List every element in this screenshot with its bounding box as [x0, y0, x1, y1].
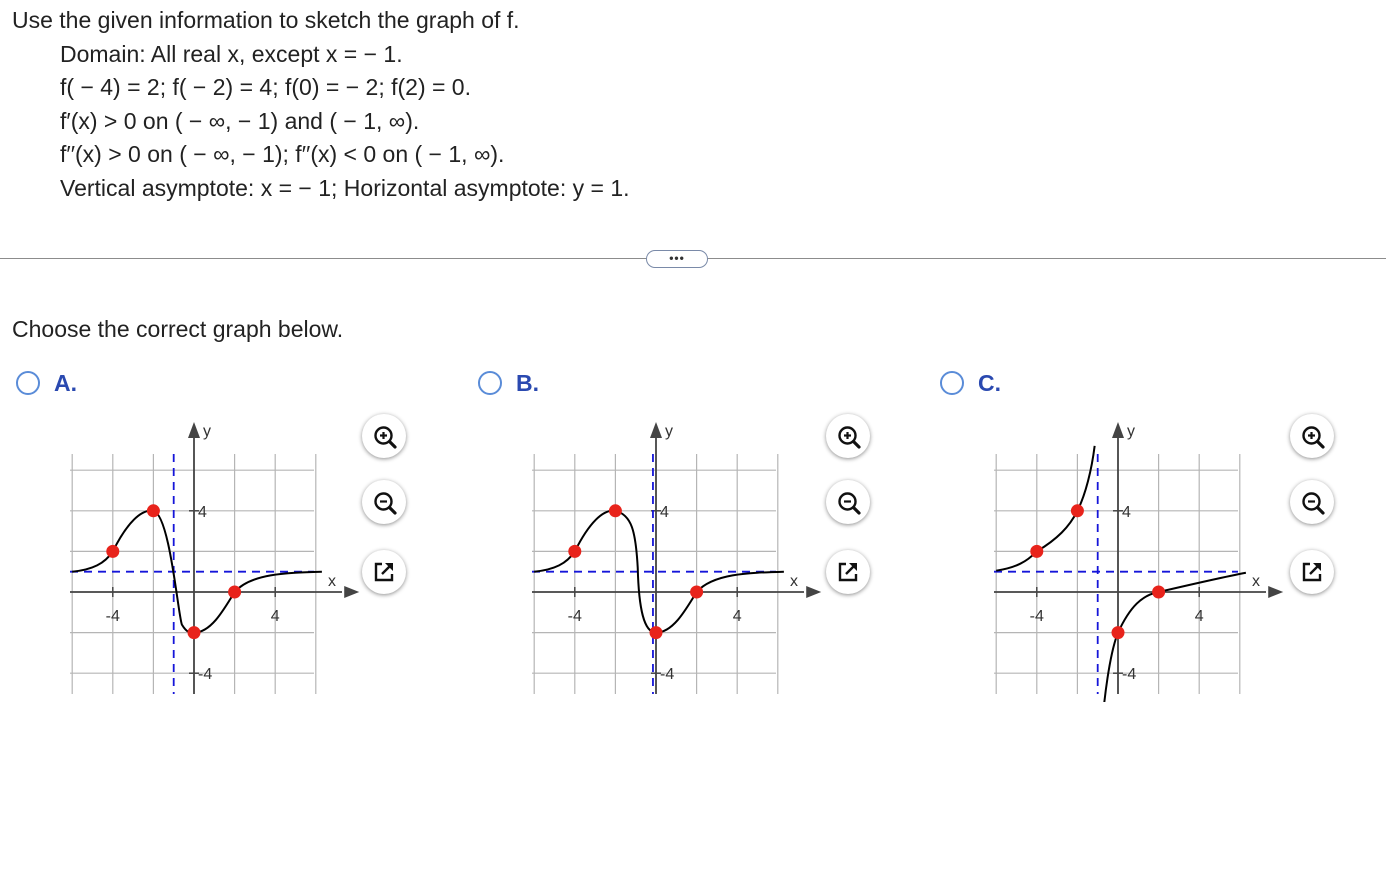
y-tick-label-neg4: -4 — [1122, 666, 1137, 684]
zoom-in-icon — [371, 423, 397, 449]
option-c-label: C. — [978, 370, 1001, 396]
y-axis-label: y — [665, 423, 673, 440]
y-tick-label-4: 4 — [1122, 503, 1131, 521]
data-point — [609, 504, 622, 517]
data-point — [690, 586, 703, 599]
values-line: f( − 4) = 2; f( − 2) = 4; f(0) = − 2; f(2) = 0. — [60, 74, 471, 101]
x-tick-label-4: 4 — [1194, 608, 1204, 625]
data-point — [147, 504, 160, 517]
graph-b-zoom-in-button[interactable] — [826, 414, 870, 458]
y-axis-label: y — [203, 423, 211, 440]
option-b-label: B. — [516, 370, 539, 396]
instructions: Use the given information to sketch the graph of f. — [12, 7, 520, 33]
y-axis-arrow — [650, 422, 662, 438]
x-tick-label-4: 4 — [270, 608, 280, 625]
x-tick-label-4: 4 — [732, 608, 742, 625]
graph-b-enlarge-button[interactable] — [826, 550, 870, 594]
graph-a-zoom-out-button[interactable] — [362, 480, 406, 524]
graph-c-zoom-in-button[interactable] — [1290, 414, 1334, 458]
graph-c-zoom-out-button[interactable] — [1290, 480, 1334, 524]
zoom-out-icon — [835, 489, 861, 515]
data-point — [1071, 504, 1084, 517]
data-point — [568, 545, 581, 558]
x-axis-arrow — [806, 586, 821, 598]
x-axis-label: x — [327, 573, 336, 590]
domain-line: Domain: All real x, except x = − 1. — [60, 40, 403, 67]
second-derivative-line: f′′(x) > 0 on ( − ∞, − 1); f′′(x) < 0 on ( − 1, ∞). — [60, 141, 505, 168]
zoom-out-icon — [1299, 489, 1325, 515]
x-axis-label: x — [1251, 573, 1260, 590]
problem-statement — [12, 4, 630, 206]
graph-a-enlarge-button[interactable] — [362, 550, 406, 594]
option-a-label: A. — [54, 370, 77, 396]
graph-a — [62, 412, 362, 702]
x-tick-label-neg4: -4 — [1029, 608, 1044, 625]
zoom-in-icon — [1299, 423, 1325, 449]
more-button[interactable]: ••• — [646, 250, 708, 268]
data-point — [228, 586, 241, 599]
data-point — [650, 626, 663, 639]
data-point — [1112, 626, 1125, 639]
y-axis-arrow — [1112, 422, 1124, 438]
data-point — [188, 626, 201, 639]
graph-a-zoom-in-button[interactable] — [362, 414, 406, 458]
y-tick-label-neg4: -4 — [660, 666, 675, 684]
x-axis-arrow — [344, 586, 359, 598]
graph-b-zoom-out-button[interactable] — [826, 480, 870, 524]
graph-c — [986, 412, 1286, 702]
y-axis-label: y — [1127, 423, 1135, 440]
x-axis-label: x — [789, 573, 798, 590]
zoom-in-icon — [835, 423, 861, 449]
data-point — [1030, 545, 1043, 558]
asymptotes-line: Vertical asymptote: x = − 1; Horizontal asymptote: y = 1. — [60, 174, 630, 201]
x-axis-arrow — [1268, 586, 1283, 598]
x-tick-label-neg4: -4 — [105, 608, 120, 625]
data-point — [106, 545, 119, 558]
data-point — [1152, 586, 1165, 599]
graph-c-enlarge-button[interactable] — [1290, 550, 1334, 594]
option-c-radio[interactable] — [940, 371, 964, 395]
y-axis-arrow — [188, 422, 200, 438]
expand-icon — [372, 560, 396, 584]
option-b-radio[interactable] — [478, 371, 502, 395]
y-tick-label-4: 4 — [660, 503, 669, 521]
first-derivative-line: f′(x) > 0 on ( − ∞, − 1) and ( − 1, ∞). — [60, 107, 420, 134]
y-tick-label-neg4: -4 — [198, 666, 213, 684]
x-tick-label-neg4: -4 — [567, 608, 582, 625]
option-a-radio[interactable] — [16, 371, 40, 395]
graph-b — [524, 412, 824, 702]
expand-icon — [1300, 560, 1324, 584]
expand-icon — [836, 560, 860, 584]
zoom-out-icon — [371, 489, 397, 515]
y-tick-label-4: 4 — [198, 503, 207, 521]
question-text: Choose the correct graph below. — [12, 316, 344, 342]
